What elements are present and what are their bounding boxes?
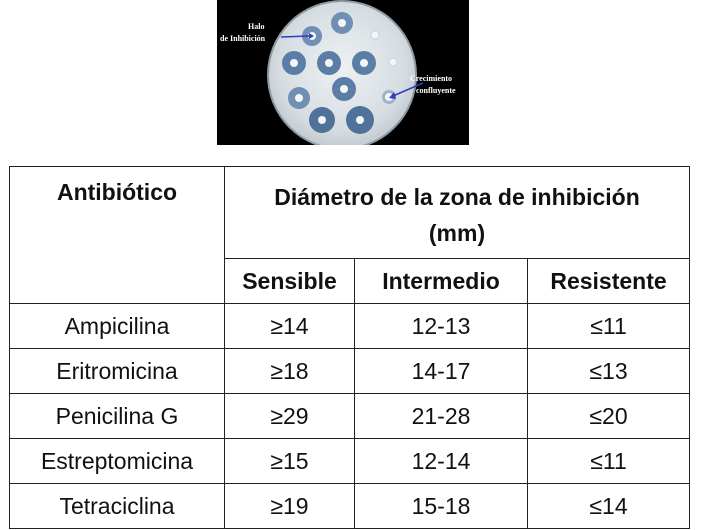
antibiotic-susceptibility-table bbox=[9, 166, 690, 529]
resistente-cell: ≤20 bbox=[528, 394, 690, 439]
resistente-cell: ≤14 bbox=[528, 484, 690, 529]
resistente-column-header: Resistente bbox=[528, 259, 690, 304]
table-row bbox=[10, 394, 690, 439]
diameter-column-header bbox=[225, 167, 690, 259]
table-row bbox=[10, 304, 690, 349]
sensible-column-header: Sensible bbox=[225, 259, 355, 304]
antibiotic-cell: Penicilina G bbox=[10, 394, 225, 439]
growth-label-line1: Crecimiento bbox=[410, 74, 453, 83]
table-row bbox=[10, 484, 690, 529]
resistente-cell: ≤13 bbox=[528, 349, 690, 394]
intermedio-column-header: Intermedio bbox=[355, 259, 528, 304]
halo-label-line1: Halo bbox=[248, 22, 265, 31]
antibiotic-column-header: Antibiótico bbox=[10, 167, 225, 304]
resistente-cell: ≤11 bbox=[528, 439, 690, 484]
halo-label-line2: de Inhibición bbox=[220, 34, 266, 43]
resistente-cell: ≤11 bbox=[528, 304, 690, 349]
sensible-cell: ≥18 bbox=[225, 349, 355, 394]
halo-pointer-arrow bbox=[281, 36, 309, 37]
diameter-header-line1: Diámetro de la zona de inhibición bbox=[274, 183, 640, 210]
growth-label-line2: confluyente bbox=[416, 86, 456, 95]
table-row bbox=[10, 439, 690, 484]
intermedio-cell: 21-28 bbox=[355, 394, 528, 439]
intermedio-cell: 12-13 bbox=[355, 304, 528, 349]
intermedio-cell: 15-18 bbox=[355, 484, 528, 529]
sensible-cell: ≥15 bbox=[225, 439, 355, 484]
antibiotic-cell: Ampicilina bbox=[10, 304, 225, 349]
sensible-cell: ≥19 bbox=[225, 484, 355, 529]
petri-dish-image bbox=[217, 0, 469, 145]
intermedio-cell: 12-14 bbox=[355, 439, 528, 484]
antibiotic-cell: Tetraciclina bbox=[10, 484, 225, 529]
sensible-cell: ≥14 bbox=[225, 304, 355, 349]
antibiotic-cell: Estreptomicina bbox=[10, 439, 225, 484]
antibiotic-cell: Eritromicina bbox=[10, 349, 225, 394]
sensible-cell: ≥29 bbox=[225, 394, 355, 439]
diameter-header-line2: (mm) bbox=[428, 219, 486, 246]
intermedio-cell: 14-17 bbox=[355, 349, 528, 394]
table-row bbox=[10, 349, 690, 394]
